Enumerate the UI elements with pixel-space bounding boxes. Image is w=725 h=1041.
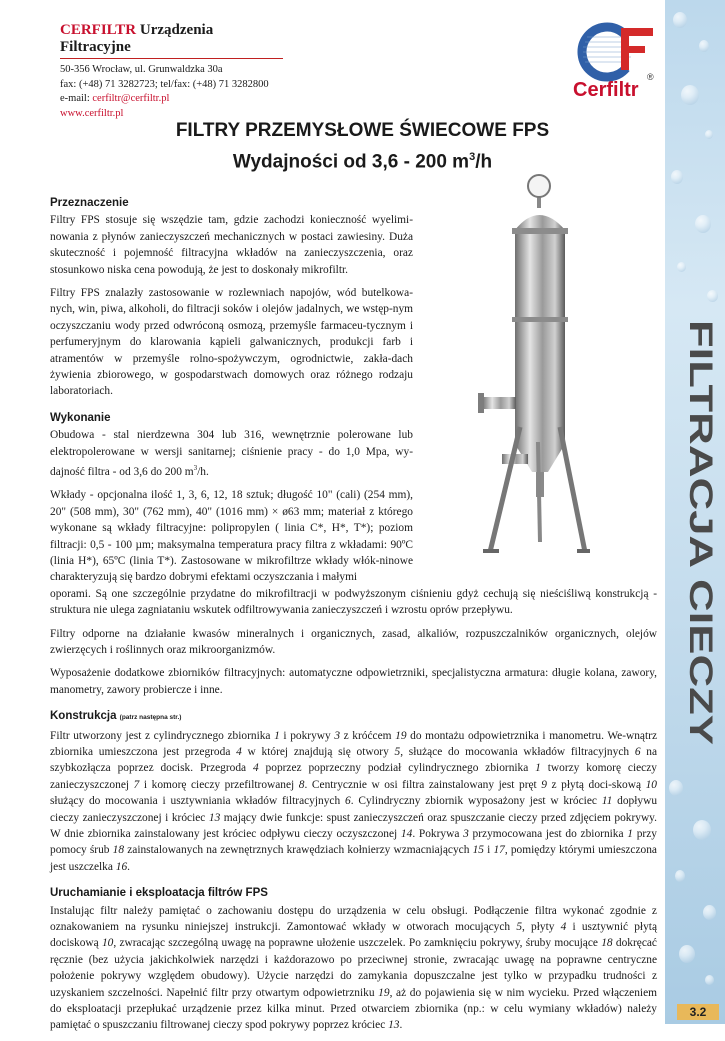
part-number: 10 [101, 937, 114, 950]
part-number: 18 [112, 844, 125, 857]
part-number: 1 [535, 762, 541, 775]
company-subtitle: Urządzenia Filtracyjne [60, 22, 214, 55]
section-uruchamianie [50, 885, 657, 1034]
part-number: 9 [541, 778, 547, 791]
part-number: 17 [493, 844, 505, 857]
company-contact [60, 63, 390, 121]
part-number: 6 [634, 745, 641, 758]
paragraph: Filtry odporne na działanie kwasów mineralnych i organicznych, zasad, alkaliów, rozpuszczalników organicznych, olejów zwierzęcych i roślinnych oraz mikroorganizmów. [50, 627, 657, 656]
part-number: 10 [645, 778, 657, 791]
heading-uruchamianie: Uruchamianie i eksploatacja filtrów FPS [50, 887, 268, 900]
part-number: 18 [601, 937, 613, 950]
part-number: 11 [601, 795, 613, 808]
paragraph: oporami. Są one szczególnie przydatne do mikrofiltracji w podwyższonym ciśnieniu gdyż cechują się nieściśliwą konstrukcją - struktura nie ulega zagniataniu wskutek odfiltrowywania zanieczyszczeń i wzrostu oprów przepływu. [50, 587, 657, 617]
phone-line: fax: (+48) 71 3282723; tel/fax: (+48) 71 3282800 [60, 78, 269, 90]
title-line-1: FILTRY PRZEMYSŁOWE ŚWIECOWE FPS [175, 120, 550, 141]
part-number: 19 [378, 986, 390, 999]
paragraph: Filtr utworzony jest z cylindrycznego zbiornika 1 i pokrywy 3 z króćcem 19 do montażu odpowietrznika i manometru. We-wnątrz zbiornika umieszczona jest przegroda 4 w której znajdują się otwory 5, służące do mocowania wkładów filtracyjnych 6 na szybkozłącza poprzez docisk. Przegroda 4 poprzez poprzeczny podział cylindrycznego zbiornika 1 tworzy komorę cieczy zanieczyszczonej 7 i komorę cieczy przefiltrowanej 8. Centrycznie w osi filtra zainstalowany jest pręt 9 z płytą doci-skową 10 służący do mocowania i usztywniania wkładów filtracyjnych 6. Cylindryczny zbiornik wyposażony jest w króciec 11 dopływu cieczy zanieczyszczonej i króciec 13 mający dwie funkcje: spust zanieczyszczeń oraz spuszczanie cieczy przed zdjęciem pokrywy. W dnie zbiornika zainstalowany jest króciec odpływu cieczy oczyszczonej 14. Pokrywa 3 przymocowana jest do zbiornika 1 przy pomocy śrub 18 zainstalowanych na zewnętrznych krawędziach kołnierzy wzmacniających 15 i 17, pomiędzy którymi umieszczona jest uszczelka 16. [50, 729, 658, 873]
page-number: 3.2 [677, 1004, 719, 1020]
section-przeznaczenie [50, 195, 413, 400]
sidebar-vertical-title [676, 320, 720, 750]
company-brand: CERFILTR [60, 22, 137, 38]
company-name [60, 22, 283, 59]
website-link[interactable]: www.cerfiltr.pl [60, 107, 124, 119]
page-title [0, 118, 725, 175]
logo-text: Cerfiltr [573, 79, 639, 101]
sidebar-vertical-text: FILTRACJA CIECZY [683, 320, 719, 621]
paragraph: Filtry FPS stosuje się wszędzie tam, gdzie zachodzi konieczność wyelimi-nowania z płynów zanieczyszczeń mechanicznych w postaci zawiesiny. Duża skuteczność i pojemność filtracyjna wkładów na zanieczyszczenia, oraz stosunkowo niska cena powodują, że jest to doskonały mikrofiltr. [50, 214, 413, 276]
part-number: 14 [400, 828, 413, 841]
part-number: 16 [115, 860, 128, 873]
part-number: 3 [463, 828, 469, 841]
part-number: 4 [236, 745, 242, 758]
cerfiltr-logo [565, 22, 660, 102]
part-number: 4 [560, 921, 567, 934]
paragraph: Filtry FPS znalazły zastosowanie w rozlewniach napojów, wód butelkowa-nych, win, piwa, alkoholi, do filtracji soków i olejów jadalnych, we wstęp-nym oczyszczaniu wody przed odwróconą osmozą, przemyśle farmaceu-tycznym i perfumeryjnym do klarowania kąpieli galwanicznych, produkcji farb i atramentów w przemyśle rolno-spożywczym, ogrodnictwie, zakła-dach żywienia zbiorowego, w gospodarstwach domowych oraz różnego rodzaju laboratoriach. [50, 287, 413, 398]
part-number: 1 [627, 828, 633, 841]
address-line: 50-356 Wrocław, ul. Grunwaldzka 30a [60, 64, 223, 75]
paragraph: Wyposażenie dodatkowe zbiorników filtracyjnych: automatyczne odpowietrzniki, specjalistyczna armatura: długie kolana, zawory, manometry, zawory probiercze i inne. [50, 667, 657, 696]
part-number: 1 [274, 729, 280, 742]
svg-text:®: ® [647, 72, 654, 82]
part-number: 6 [345, 795, 351, 808]
part-number: 19 [395, 729, 407, 742]
part-number: 7 [133, 778, 140, 791]
part-number: 5 [394, 745, 401, 758]
title-line-2: Wydajności od 3,6 - 200 $m^3/h$ [232, 151, 493, 173]
heading-wykonanie: Wykonanie [50, 411, 111, 424]
part-number: 13 [208, 811, 221, 824]
email-link[interactable]: cerfiltr@cerfiltr.pl [92, 93, 170, 104]
section-wykonanie [50, 410, 657, 698]
part-number: 13 [388, 1019, 400, 1032]
paragraph: Wkłady - opcjonalna ilość 1, 3, 6, 12, 18 sztuk; długość 10" (cali) (254 mm), 20" (508 mm), 30" (762 mm), 40" (1016 mm) × ø63 mm; materiał z którego wykonane są wkłady filtracyjne: polipropylen ( linia C*, H*, T*); poziom filtracji: 0,5 - 100 µm; maksymalna temperatura pracy filtra z wkładami: 90ºC (linia H*), 65ºC (linia T*). Zastosowane w mikrofiltrze wkłady włók-ninowe charakteryzują się bardzo dobrymi efektami oczyszczania i małymi [50, 489, 413, 584]
part-number: 4 [252, 762, 259, 775]
main-content [50, 195, 657, 1041]
email-line: e-mail: cerfiltr@cerfiltr.pl [60, 93, 170, 104]
section-konstrukcja [50, 708, 657, 875]
company-header [60, 22, 390, 121]
heading-konstrukcja: Konstrukcja (patrz następna str.) [50, 710, 182, 723]
heading-przeznaczenie: Przeznaczenie [50, 197, 129, 209]
part-number: 3 [334, 729, 341, 742]
part-number: 8 [298, 778, 305, 791]
part-number: 5 [516, 921, 523, 934]
paragraph: Obudowa - stal nierdzewna 304 lub 316, wewnętrznie polerowane lub elektropolerowane w wersji sanitarnej; ciśnienie pracy - do 1,0 Mpa, wy-dajność filtra - od 3,6 do 200 $m^3/h$. [50, 429, 413, 478]
paragraph: Instalując filtr należy pamiętać o zachowaniu dostępu do urządzenia w celu obsługi. Podłączenie filtra wykonać zgodnie z oznakowaniem na rysunku niniejszej instrukcji. Zamontować wkłady w otworach mocujących 5, płyty 4 i usztywnić płytą dociskową 10, zwracając szczególną uwagę na poprawne ułożenie uszczelek. Po zamknięciu pokrywy, śruby mocujące 18 dokręcać ręcznie (bez użycia jakichkolwiek narzędzi i każdorazowo po przeciwnej stronie, zwracając uwagę na poprawne centryczne położenie pokrywy względem obudowy). Użycie narzędzi do zamykania dopuszczalne jest tylko w przypadku trudności z uzyskaniem szczelności. Napełnić filtr przy otwartym odpowietrzniku 19, aż do pojawienia się w nim wycieku. Przed włączeniem do eksploatacji przepłukać urządzenie przez kilka minut. Przed otwarciem zbiornika (np.: w celu wymiany wkładów) należy pamiętać o spuszczaniu filtrowanej cieczy spod pokrywy poprzez króciec 13. [50, 904, 657, 1032]
part-number: 15 [472, 844, 484, 857]
